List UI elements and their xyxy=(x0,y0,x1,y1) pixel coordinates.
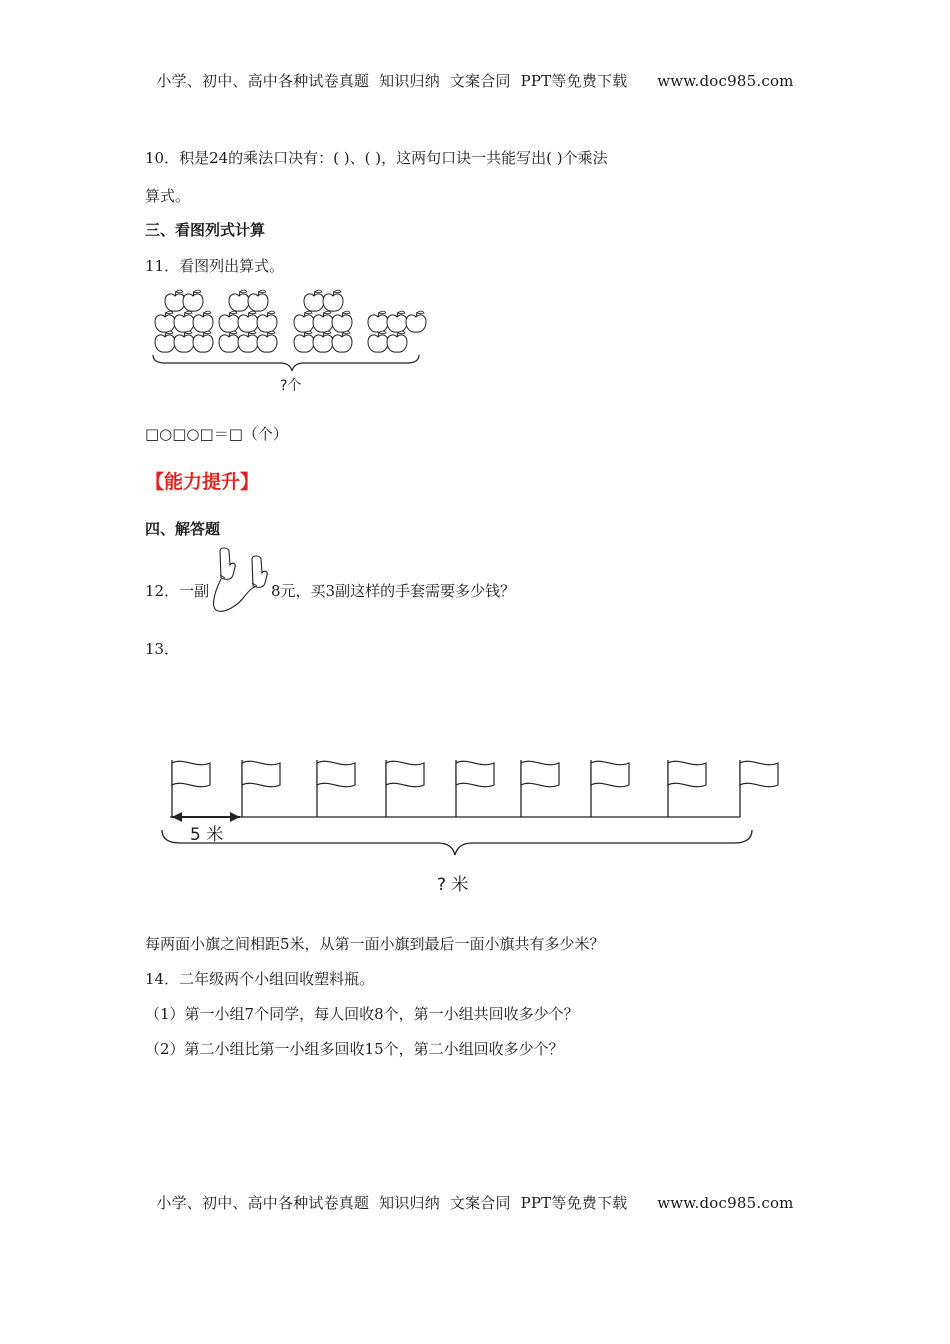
question-11-prompt: 11．看图列出算式。 xyxy=(145,257,285,275)
apple-total-label: ?个 xyxy=(280,378,302,394)
apple-icon xyxy=(229,290,249,311)
apple-icon xyxy=(313,311,333,332)
apple-icon xyxy=(368,331,388,352)
apple-icon xyxy=(174,331,194,352)
apple-icon xyxy=(155,331,175,352)
flag-row-figure xyxy=(150,755,790,865)
total-brace xyxy=(162,830,752,855)
question-14-part1: （1）第一小组7个同学，每人回收8个，第一小组共回收多少个？ xyxy=(145,1005,579,1023)
apple-icon xyxy=(193,311,213,332)
apple-icon xyxy=(155,311,175,332)
question-13-text: 每两面小旗之间相距5米，从第一面小旗到最后一面小旗共有多少米？ xyxy=(145,935,605,953)
apple-icon xyxy=(406,311,426,332)
apple-icon xyxy=(257,331,277,352)
question-12-after: 8元，买3副这样的手套需要多少钱？ xyxy=(271,582,516,600)
apple-icon xyxy=(304,290,324,311)
flag-icon xyxy=(456,760,494,817)
flag-icon xyxy=(521,760,559,817)
question-11-formula: □○□○□＝□（个） xyxy=(145,425,288,443)
apple-icon xyxy=(165,290,185,311)
flag-distance-label: 5 米 xyxy=(190,825,224,845)
flag-icon xyxy=(591,760,629,817)
apple-icon xyxy=(323,290,343,311)
flag-icon xyxy=(740,760,778,817)
section-4-title: 四、解答题 xyxy=(145,520,221,538)
curly-brace xyxy=(153,355,419,371)
apple-icon xyxy=(294,311,314,332)
flag-icon xyxy=(317,760,355,817)
mittens-icon xyxy=(208,545,274,615)
apple-icon xyxy=(238,331,258,352)
apple-icon xyxy=(174,311,194,332)
apple-icon xyxy=(257,311,277,332)
apple-icon xyxy=(332,331,352,352)
apple-icon xyxy=(193,331,213,352)
apple-icon xyxy=(332,311,352,332)
apple-icon xyxy=(387,331,407,352)
apple-icon xyxy=(219,331,239,352)
section-3-title: 三、看图列式计算 xyxy=(145,221,266,239)
apple-groups-figure xyxy=(145,285,435,375)
flag-icon xyxy=(242,760,280,817)
apple-icon xyxy=(219,311,239,332)
apple-icon xyxy=(238,311,258,332)
flag-icon xyxy=(386,760,424,817)
question-14-part2: （2）第二小组比第一小组多回收15个，第二小组回收多少个？ xyxy=(145,1040,564,1058)
flag-icon xyxy=(668,760,706,817)
apple-icon xyxy=(183,290,203,311)
page-footer: 小学、初中、高中各种试卷真题 知识归纳 文案合同 PPT等免费下载 www.doc985.com xyxy=(156,1194,794,1212)
ability-heading: 【能力提升】 xyxy=(145,471,260,493)
apple-icon xyxy=(294,331,314,352)
flag-total-label: ? 米 xyxy=(437,875,469,895)
question-10-line2: 算式。 xyxy=(145,187,191,205)
question-12-before: 12．一副 xyxy=(145,582,210,600)
apple-icon xyxy=(387,311,407,332)
question-14-intro: 14．二年级两个小组回收塑料瓶。 xyxy=(145,970,375,988)
apple-icon xyxy=(313,331,333,352)
apple-icon xyxy=(368,311,388,332)
flag-icon xyxy=(172,760,210,817)
question-10-line1: 10．积是24的乘法口决有：( )、( )，这两句口诀一共能写出( )个乘法 xyxy=(145,149,608,167)
question-13-number: 13． xyxy=(145,640,180,658)
apple-icon xyxy=(248,290,268,311)
page-header: 小学、初中、高中各种试卷真题 知识归纳 文案合同 PPT等免费下载 www.doc985.com xyxy=(156,72,794,90)
